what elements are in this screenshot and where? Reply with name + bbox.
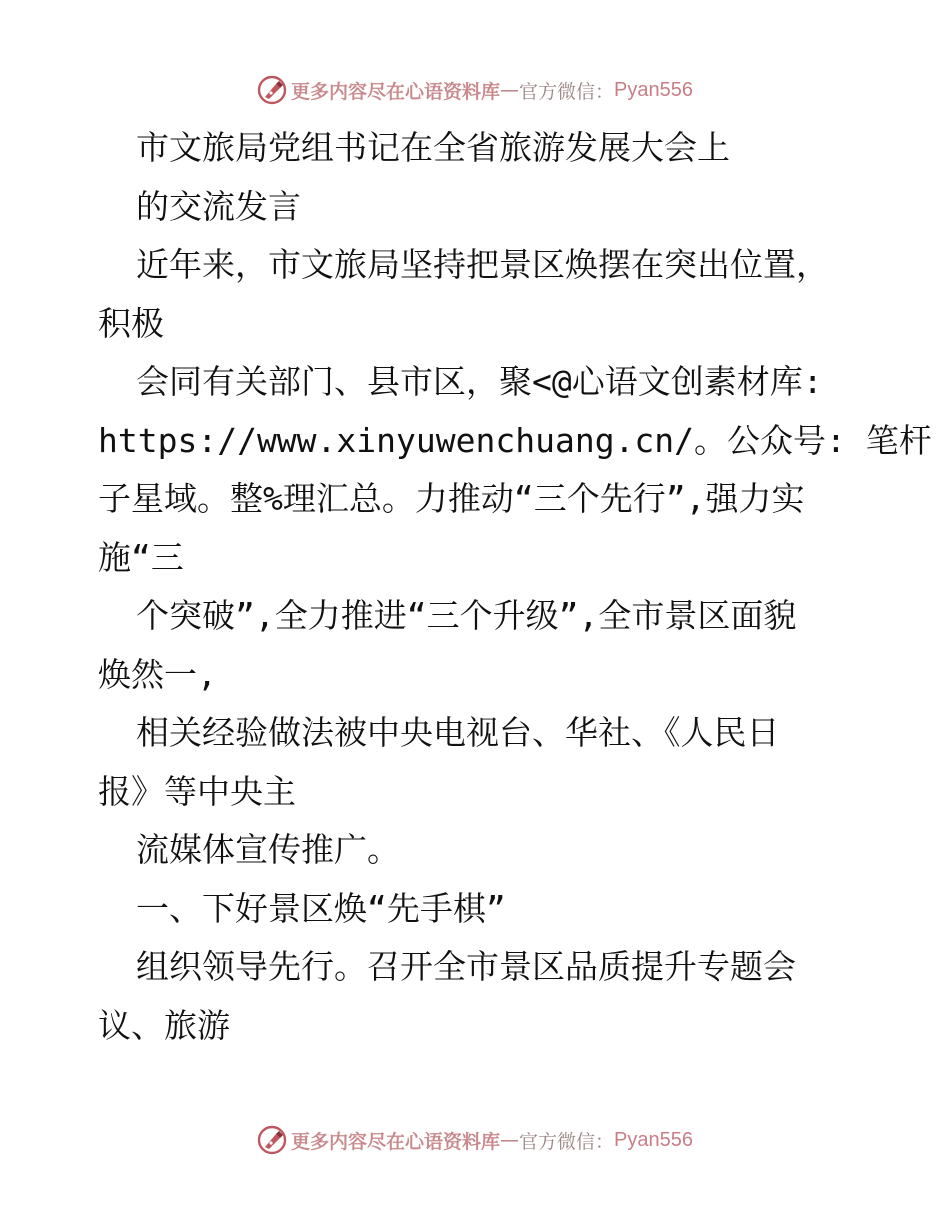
header-banner-main: 更多内容尽在心语资料库	[291, 80, 501, 103]
paragraph-line: 近年来，市文旅局坚持把景区焕摆在突出位置，	[136, 245, 829, 284]
paragraph-line: 施“三	[98, 537, 184, 577]
paragraph-line: 议、旅游	[98, 1005, 230, 1045]
title-line-1: 市文旅局党组书记在全省旅游发展大会上	[136, 128, 730, 167]
section-heading: 一、下好景区焕“先手棋”	[136, 888, 506, 928]
header-banner	[0, 70, 950, 110]
pen-nib-in-circle-icon	[257, 75, 287, 105]
footer-banner-separator: —	[500, 1129, 520, 1151]
title-line-2: 的交流发言	[136, 186, 301, 226]
header-banner-wechat-id: Pyan556	[614, 78, 693, 101]
document-body	[98, 119, 932, 1055]
paragraph-line: 报》等中央主	[98, 771, 296, 811]
footer-banner	[0, 1120, 950, 1160]
paragraph-line: 组织领导先行。召开全市景区品质提升专题会	[136, 947, 796, 986]
header-banner-wechat-label: 官方微信：	[519, 80, 615, 103]
footer-banner-main: 更多内容尽在心语资料库	[291, 1130, 501, 1153]
paragraph-line: 流媒体宣传推广。	[136, 830, 400, 869]
header-banner-separator: —	[500, 79, 520, 101]
pen-nib-in-circle-icon	[257, 1125, 287, 1155]
footer-banner-wechat-id: Pyan556	[614, 1128, 693, 1151]
paragraph-line: 会同有关部门、县市区，聚<@心语文创素材库:	[136, 362, 823, 401]
footer-banner-wechat-label: 官方微信：	[519, 1130, 615, 1153]
paragraph-line: 个突破”,全力推进“三个升级”,全市景区面貌	[136, 596, 797, 635]
paragraph-line: 相关经验做法被中央电视台、华社、《人民日	[136, 713, 780, 752]
paragraph-line: https://www.xinyuwenchuang.cn/。公众号: 笔杆	[98, 420, 932, 460]
paragraph-line: 积极	[98, 303, 164, 343]
paragraph-line: 子星域。整%理汇总。力推动“三个先行”,强力实	[98, 479, 805, 518]
paragraph-line: 焕然一,	[98, 654, 217, 694]
